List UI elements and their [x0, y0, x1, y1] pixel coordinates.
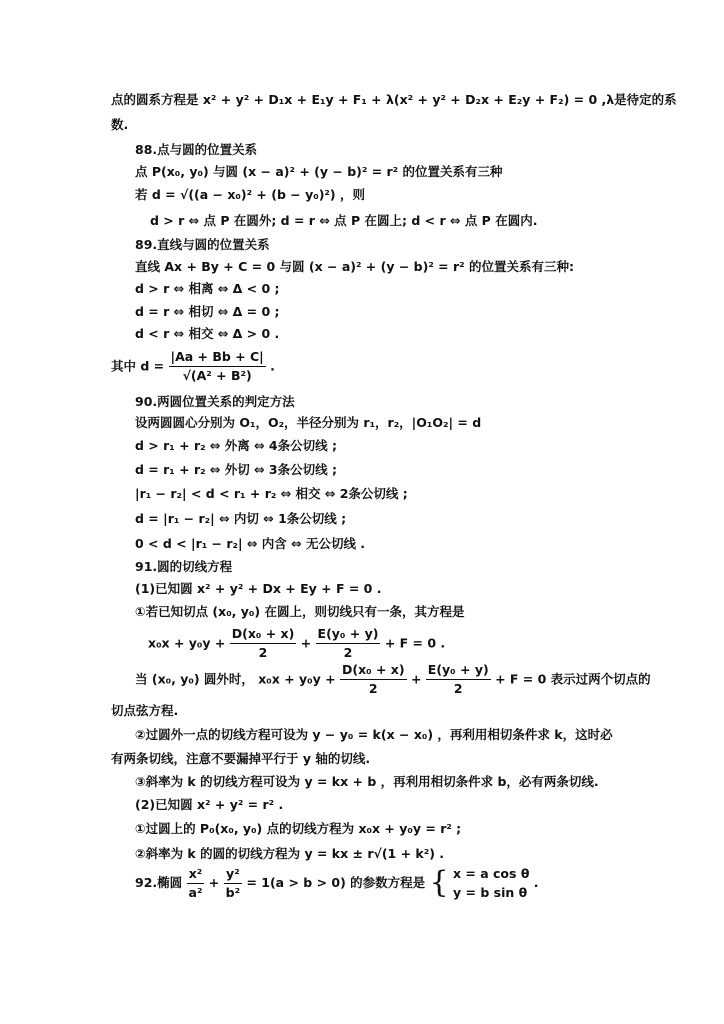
- condition-line: |r₁ − r₂| < d < r₁ + r₂ ⇔ 相交 ⇔ 2条公切线 ;: [135, 486, 408, 501]
- point-position-conditions: d > r ⇔ 点 P 在圆外; d = r ⇔ 点 P 在圆上; d < r ⇔ 点 P 在圆内.: [150, 213, 538, 228]
- tangent-equation-line: x₀x + y₀y + $\frac{\text{D(x₀ + x)}}{2}$ + $\frac{\text{E(y₀ + y)}}{2}$ + F = 0 .: [148, 626, 446, 660]
- text-line: 数.: [111, 117, 129, 132]
- ellipse-parametric-line: 92.椭圆 $\frac{\text{x²}}{\text{a²}}$ + $\frac{\text{y²}}{\text{b²}}$ = 1(a > b > 0) 的参数方程是 { x = a cos θ y = b sin θ .: [135, 865, 539, 900]
- text-line: ②斜率为 k 的圆的切线方程为 y = kx ± r√(1 + k²) .: [135, 846, 445, 861]
- condition-line: d > r₁ + r₂ ⇔ 外离 ⇔ 4条公切线 ;: [135, 438, 337, 453]
- text-line: ③斜率为 k 的切线方程可设为 y = kx + b ，再利用相切条件求 b，必有两条切线.: [135, 774, 599, 789]
- line-circle-statement: 直线 Ax + By + C = 0 与圆 (x − a)² + (y − b)² = r² 的位置关系有三种:: [135, 259, 574, 274]
- section-heading-90: 90.两圆位置关系的判定方法: [135, 394, 295, 409]
- equation-system: x = a cos θ y = b sin θ: [453, 866, 530, 900]
- left-brace: {: [429, 865, 449, 900]
- condition-line: d < r ⇔ 相交 ⇔ Δ > 0 .: [135, 326, 280, 341]
- condition-line: d = r ⇔ 相切 ⇔ Δ = 0 ;: [135, 304, 280, 319]
- two-circles-statement: 设两圆圆心分别为 O₁，O₂，半径分别为 r₁，r₂，|O₁O₂| = d: [135, 415, 482, 430]
- condition-line: d = |r₁ − r₂| ⇔ 内切 ⇔ 1条公切线 ;: [135, 511, 347, 526]
- condition-line: d > r ⇔ 相离 ⇔ Δ < 0 ;: [135, 281, 280, 296]
- chord-of-contact-line: 当 (x₀, y₀) 圆外时， x₀x + y₀y + $\frac{\text{D(x₀ + x)}}{2}$ + $\frac{\text{E(y₀ + y)}}{2}$ + F = 0 表示过两个切点的: [135, 662, 651, 696]
- condition-line: 0 < d < |r₁ − r₂| ⇔ 内含 ⇔ 无公切线 .: [135, 536, 366, 551]
- text-line: ①若已知切点 (x₀, y₀) 在圆上，则切线只有一条，其方程是: [135, 604, 465, 619]
- distance-definition: 若 d = √((a − x₀)² + (b − y₀)²) ，则: [135, 187, 365, 202]
- section-heading-91: 91.圆的切线方程: [135, 559, 233, 574]
- text-line: (1)已知圆 x² + y² + Dx + Ey + F = 0 .: [135, 581, 382, 596]
- fraction: $\frac{\text{D(x₀ + x)}}{2}$: [341, 662, 405, 696]
- fraction: $\frac{\text{E(y₀ + y)}}{2}$: [317, 626, 379, 660]
- distance-fraction: $\frac{|Aa + Bb + C|}{\text{√(A² + B²)}}$: [170, 349, 264, 383]
- fraction: $\frac{\text{y²}}{\text{b²}}$: [225, 865, 241, 900]
- distance-formula-line: 其中 d = $\frac{|Aa + Bb + C|}{\text{√(A² + B²)}}$ .: [111, 349, 275, 383]
- text-line: 切点弦方程.: [111, 703, 179, 718]
- fraction: $\frac{\text{x²}}{\text{a²}}$: [188, 865, 203, 900]
- section-heading-89: 89.直线与圆的位置关系: [135, 237, 270, 252]
- condition-line: d = r₁ + r₂ ⇔ 外切 ⇔ 3条公切线 ;: [135, 462, 337, 477]
- text-line: (2)已知圆 x² + y² = r² .: [135, 797, 284, 812]
- section-heading-88: 88.点与圆的位置关系: [135, 142, 258, 157]
- text-line: ①过圆上的 P₀(x₀, y₀) 点的切线方程为 x₀x + y₀y = r² ;: [135, 821, 462, 836]
- circle-family-equation-line: 点的圆系方程是 x² + y² + D₁x + E₁y + F₁ + λ(x² + y² + D₂x + E₂y + F₂) = 0 ,λ是待定的系: [111, 92, 677, 107]
- text-line: 有两条切线，注意不要漏掉平行于 y 轴的切线.: [111, 751, 371, 766]
- fraction: $\frac{\text{E(y₀ + y)}}{2}$: [427, 662, 489, 696]
- text-line: ②过圆外一点的切线方程可设为 y − y₀ = k(x − x₀) ，再利用相切条件求 k，这时必: [135, 727, 613, 742]
- fraction: $\frac{\text{D(x₀ + x)}}{2}$: [231, 626, 295, 660]
- point-circle-statement: 点 P(x₀, y₀) 与圆 (x − a)² + (y − b)² = r² 的位置关系有三种: [135, 164, 503, 179]
